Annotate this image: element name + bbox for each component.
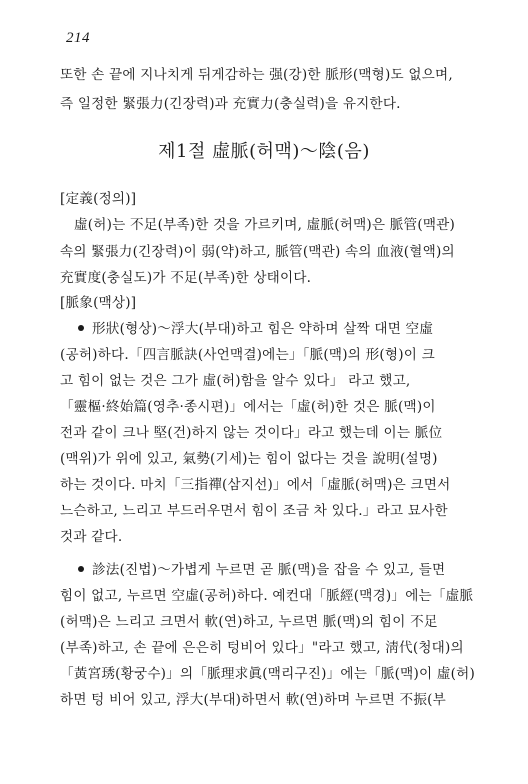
diagnosis-line: 「黃宮琇(황궁수)」의「脈理求眞(맥리구진)」에는「脈(맥)이 虛(허)	[60, 666, 475, 682]
bullet-icon	[78, 566, 84, 572]
diagnosis-line	[78, 561, 490, 579]
pulse-shape-line: (맥위)가 위에 있고, 氣勢(기세)는 힘이 없다는 것을 說明(설명)	[60, 451, 438, 467]
definition-line: 充實度(충실도)가 不足(부족)한 상태이다.	[60, 270, 312, 286]
diagnosis-text: 診法(진법)～가볍게 누르면 곧 脈(맥)을 잡을 수 있고, 들면	[92, 562, 446, 578]
diagnosis-line: 힘이 없고, 누르면 空虛(공허)하다. 예컨대「脈經(맥경)」에는「虛脈	[60, 588, 474, 604]
pulse-shape-line: 하는 것이다. 마치「三指禪(삼지선)」에서「虛脈(허맥)은 크면서	[60, 477, 451, 493]
intro-line: 즉 일정한 緊張力(긴장력)과 充實力(충실력)을 유지한다.	[60, 96, 401, 112]
diagnosis-line: 하면 텅 비어 있고, 浮大(부대)하면서 軟(연)하며 누르면 不振(부	[60, 692, 446, 708]
pulse-shape-text: 形狀(형상)～浮大(부대)하고 힘은 약하며 살짝 대면 空虛	[92, 321, 434, 337]
pulse-shape-line: 느슨하고, 느리고 부드러우면서 힘이 조금 차 있다.」라고 묘사한	[60, 503, 448, 519]
definition-line: 虛(허)는 不足(부족)한 것을 가르키며, 虛脈(허맥)은 脈管(맥관)	[74, 217, 456, 233]
intro-line: 또한 손 끝에 지나치게 뒤게감하는 强(강)한 脈形(맥형)도 없으며,	[60, 67, 453, 83]
pulse-shape-line: 「靈樞·終始篇(영추·종시편)」에서는「虛(허)한 것은 脈(맥)이	[60, 399, 436, 415]
pulse-heading: [脈象(맥상)]	[60, 295, 137, 311]
pulse-shape-line: 고 힘이 없는 것은 그가 虛(허)함을 알수 있다」 라고 했고,	[60, 373, 411, 389]
definition-line: 속의 緊張力(긴장력)이 弱(약)하고, 脈管(맥관) 속의 血液(혈액)의	[60, 244, 455, 260]
pulse-shape-line: 전과 같이 크나 堅(건)하지 않는 것이다」라고 했는데 이는 脈位	[60, 425, 443, 441]
page-number: 214	[66, 30, 90, 46]
pulse-shape-line	[78, 320, 490, 338]
section-title: 제1절 虛脈(허맥)～陰(음)	[158, 141, 370, 162]
pulse-shape-line: 것과 같다.	[60, 529, 123, 545]
diagnosis-line: (부족)하고, 손 끝에 은은히 텅비어 있다」"라고 했고, 淸代(청대)의	[60, 640, 464, 656]
definition-heading: [定義(정의)]	[60, 191, 137, 207]
bullet-icon	[78, 325, 84, 331]
pulse-shape-line: (공허)하다.「四言脈訣(사언맥결)에는」「脈(맥)의 形(형)이 크	[60, 347, 435, 363]
diagnosis-line: (허맥)은 느리고 크면서 軟(연)하고, 누르면 脈(맥)의 힘이 不足	[60, 614, 438, 630]
